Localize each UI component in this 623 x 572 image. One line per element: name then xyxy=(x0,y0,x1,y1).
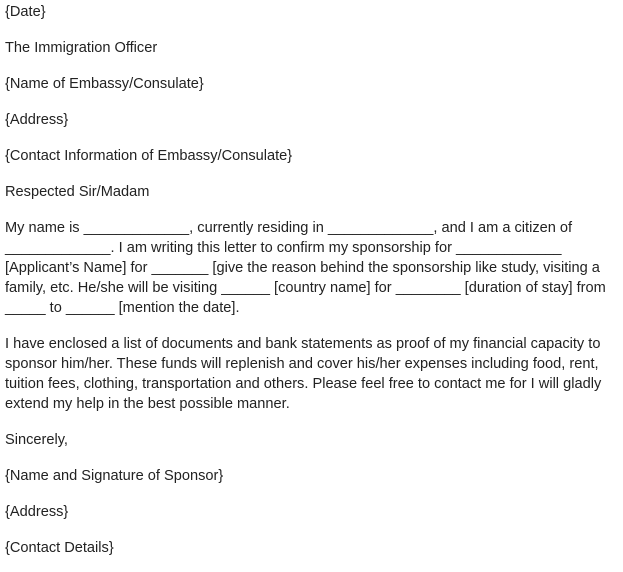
body-paragraph-1: My name is _____________, currently residing in _____________, and I am a citizen of _____________. I am writing this letter to confirm my sponsorship for _____________ [Applicant’s Name] for _______ [give the reason behind the sponsorship like study, visiting a family, etc. He/she will be visiting ______ [country name] for ________ [duration of stay] from _____ to ______ [mention the date]. xyxy=(5,220,606,316)
recipient-line: The Immigration Officer xyxy=(5,40,158,56)
sponsor-contact-line: {Contact Details} xyxy=(5,540,114,556)
date-line: {Date} xyxy=(5,4,46,20)
body-paragraph-2: I have enclosed a list of documents and bank statements as proof of my financial capacity to sponsor him/her. These funds will replenish and cover his/her expenses including food, rent, tuition fees, clothing, transportation and others. Please feel free to contact me for I will gladly extend my help in the best possible manner. xyxy=(5,336,602,412)
embassy-contact-line: {Contact Information of Embassy/Consulate} xyxy=(5,148,293,164)
salutation: Respected Sir/Madam xyxy=(5,184,150,200)
embassy-name-line: {Name of Embassy/Consulate} xyxy=(5,76,204,92)
sponsor-address-line: {Address} xyxy=(5,504,69,520)
embassy-address-line: {Address} xyxy=(5,112,69,128)
sponsor-signature-line: {Name and Signature of Sponsor} xyxy=(5,468,224,484)
closing: Sincerely, xyxy=(5,432,68,448)
